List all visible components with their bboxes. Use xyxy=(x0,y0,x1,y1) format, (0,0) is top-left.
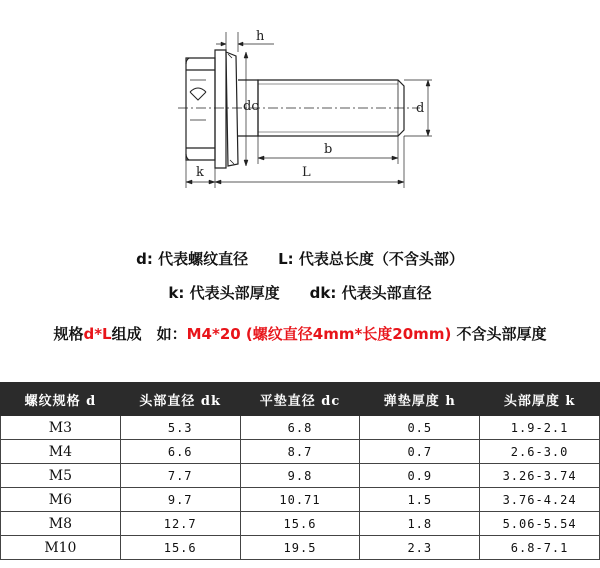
bolt-head xyxy=(186,58,215,160)
table-row xyxy=(1,416,600,440)
table-cell: 0.5 xyxy=(360,416,480,440)
table-row xyxy=(1,440,600,464)
legend-d: d: 代表螺纹直径 xyxy=(136,250,249,268)
table-cell: M4 xyxy=(1,440,121,464)
table-row xyxy=(1,464,600,488)
table-cell: 19.5 xyxy=(240,536,360,560)
table-cell: M10 xyxy=(1,536,121,560)
table-cell: 0.9 xyxy=(360,464,480,488)
table-cell: M8 xyxy=(1,512,121,536)
table-row xyxy=(1,512,600,536)
dim-label-h: h xyxy=(256,29,265,44)
spec-table xyxy=(0,382,600,560)
table-cell: 6.8 xyxy=(240,416,360,440)
header-spring-washer-thickness: 弹垫厚度 h xyxy=(360,383,480,416)
table-cell: 1.9-2.1 xyxy=(480,416,600,440)
legend-line-1 xyxy=(0,248,600,269)
dim-label-L: L xyxy=(302,165,311,180)
table-cell: 15.6 xyxy=(120,536,240,560)
header-head-thickness: 头部厚度 k xyxy=(480,383,600,416)
table-cell: 12.7 xyxy=(120,512,240,536)
header-washer-diameter: 平垫直径 dc xyxy=(240,383,360,416)
dim-label-b: b xyxy=(324,142,333,157)
table-cell: 6.6 xyxy=(120,440,240,464)
table-cell: 3.76-4.24 xyxy=(480,488,600,512)
table-cell: 9.8 xyxy=(240,464,360,488)
table-cell: 5.06-5.54 xyxy=(480,512,600,536)
table-cell: 3.26-3.74 xyxy=(480,464,600,488)
flat-washer xyxy=(215,50,226,168)
table-cell: 7.7 xyxy=(120,464,240,488)
spec-example xyxy=(0,323,600,344)
bolt-technical-drawing xyxy=(0,0,600,240)
table-cell: 10.71 xyxy=(240,488,360,512)
spring-washer xyxy=(226,52,238,166)
legend-L: L: 代表总长度（不含头部） xyxy=(278,250,464,268)
table-cell: 5.3 xyxy=(120,416,240,440)
spec-example-value: M4*20 (螺纹直径4mm*长度20mm) xyxy=(186,325,452,343)
table-cell: 8.7 xyxy=(240,440,360,464)
table-cell: 0.7 xyxy=(360,440,480,464)
dim-label-d: d xyxy=(416,101,425,116)
table-cell: 9.7 xyxy=(120,488,240,512)
spec-suffix: 不含头部厚度 xyxy=(451,325,547,343)
table-cell: M6 xyxy=(1,488,121,512)
table-header-row xyxy=(1,383,600,416)
table-cell: M3 xyxy=(1,416,121,440)
table-cell: 6.8-7.1 xyxy=(480,536,600,560)
dim-label-dc: dc xyxy=(243,99,259,114)
table-cell: 1.8 xyxy=(360,512,480,536)
spec-mid: 组成 如： xyxy=(111,325,187,343)
table-cell: 2.6-3.0 xyxy=(480,440,600,464)
header-thread-spec: 螺纹规格 d xyxy=(1,383,121,416)
table-cell: M5 xyxy=(1,464,121,488)
table-cell: 1.5 xyxy=(360,488,480,512)
spec-formula: d*L xyxy=(83,325,112,343)
table-row xyxy=(1,488,600,512)
dim-label-k: k xyxy=(196,165,204,180)
legend-k: k: 代表头部厚度 xyxy=(168,284,280,302)
table-row xyxy=(1,536,600,560)
spec-prefix: 规格 xyxy=(53,325,84,343)
legend-line-2 xyxy=(0,282,600,303)
table-cell: 15.6 xyxy=(240,512,360,536)
header-head-diameter: 头部直径 dk xyxy=(120,383,240,416)
table-cell: 2.3 xyxy=(360,536,480,560)
legend-dk: dk: 代表头部直径 xyxy=(309,284,432,302)
